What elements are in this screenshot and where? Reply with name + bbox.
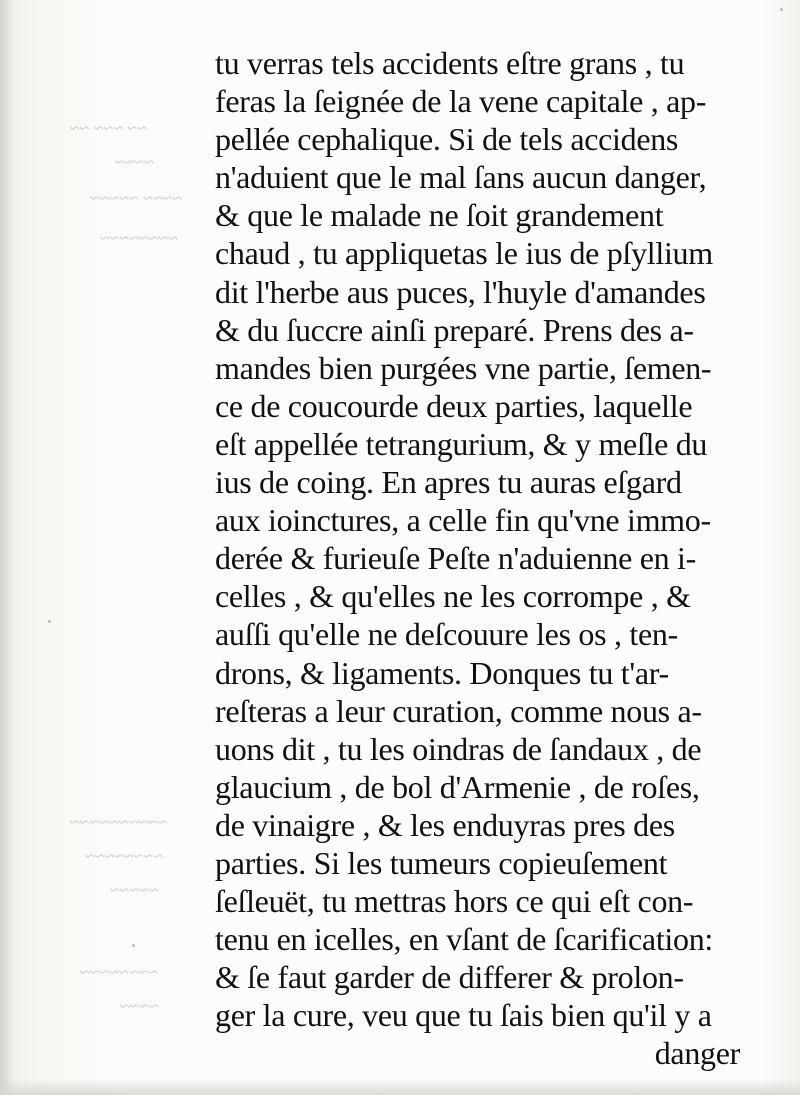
paper-speck — [48, 620, 51, 623]
text-line: ger la cure, veu que tu ſais bien qu'il y a — [215, 997, 712, 1034]
text-line: auſſi qu'elle ne deſcouure les os , ten- — [215, 616, 678, 653]
text-line: ce de coucourde deux parties, laquelle — [215, 387, 693, 424]
text-line: & ſe faut garder de differer & prolon- — [215, 959, 684, 996]
text-line: drons, & ligaments. Donques tu t'ar- — [215, 654, 669, 691]
text-line: & que le malade ne ſoit grandement — [215, 197, 664, 234]
text-line: tenu en icelles, en vſant de ſcarification: — [215, 921, 713, 958]
bleed-through-mark: ~~ ~~~ ~~ — [70, 118, 148, 138]
bleed-through-mark: ~~~~~~~~ — [100, 228, 178, 248]
bleed-through-mark: ~~~~ ~~~~~ — [90, 188, 183, 208]
text-line: glaucium , de bol d'Armenie , de roſes, — [215, 768, 700, 805]
binding-shadow — [0, 0, 14, 1095]
catchword: danger — [654, 1035, 740, 1072]
text-line: n'aduient que le mal ſans aucun danger, — [215, 159, 707, 196]
bleed-through-mark: ~~~~~~~~ — [80, 962, 158, 982]
body-text — [215, 44, 760, 1073]
text-line: aux ioinctures, a celle fin qu'vne immo- — [215, 502, 711, 539]
text-line: derée & furieuſe Peſte n'aduienne en i- — [215, 540, 696, 577]
bleed-through-mark: ~~~~ — [115, 152, 154, 172]
text-line: celles , & qu'elles ne les corrompe , & — [215, 578, 691, 615]
text-line: tu verras tels accidents eſtre grans , tu — [215, 45, 685, 81]
text-line: & du ſuccre ainſi preparé. Prens des a- — [215, 311, 694, 348]
text-line: reſteras a leur curation, comme nous a- — [215, 692, 702, 729]
text-line: chaud , tu appliquetas le ius de pſyllium — [215, 235, 713, 272]
bleed-through-mark: ~~~~ — [120, 996, 159, 1016]
text-line: parties. Si les tumeurs copieuſement — [215, 844, 668, 881]
text-line: uons dit , tu les oindras de ſandaux , de — [215, 730, 702, 767]
text-line: dit l'herbe aus puces, l'huyle d'amandes — [215, 273, 706, 310]
bleed-through-mark: ~~~~~~~~ — [85, 846, 163, 866]
paper-speck — [780, 8, 783, 11]
text-line: ius de coing. En apres tu auras eſgard — [215, 464, 682, 501]
text-line: mandes bien purgées vne partie, ſemen- — [215, 349, 712, 386]
text-line: pellée cephalique. Si de tels accidens — [215, 121, 679, 158]
text-line: eſt appellée tetrangurium, & y meſle du — [215, 425, 708, 462]
bleed-through-mark: ~~~~~~~~~~ — [70, 812, 168, 832]
text-line: feras la ſeignée de la vene capitale , ap- — [215, 83, 707, 120]
text-line: ſeſleuët, tu mettras hors ce qui eſt con- — [215, 883, 694, 920]
paper-speck — [132, 944, 135, 947]
margin-show-through — [30, 0, 210, 1095]
text-line: de vinaigre , & les enduyras pres des — [215, 806, 675, 843]
bleed-through-mark: ~~~~~ — [110, 880, 159, 900]
